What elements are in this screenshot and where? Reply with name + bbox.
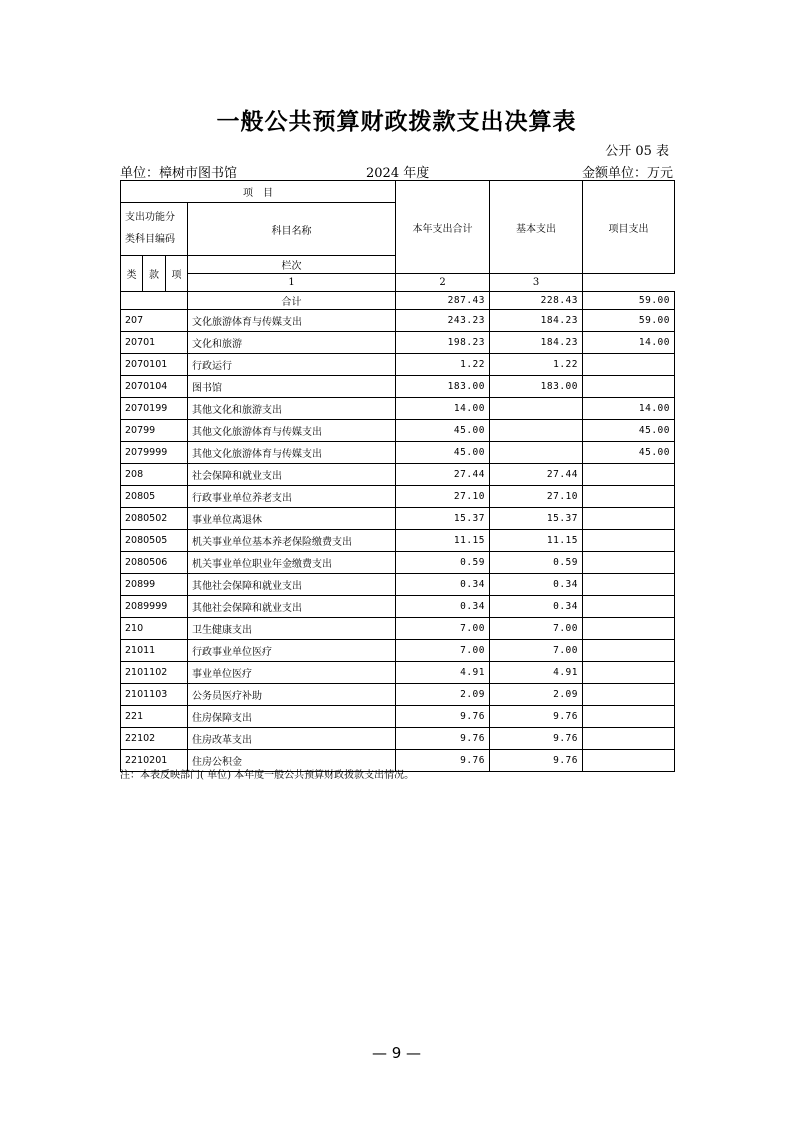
project-amount xyxy=(583,464,675,486)
total-amount: 27.10 xyxy=(396,486,490,508)
subject-name: 社会保障和就业支出 xyxy=(188,464,396,486)
project-amount xyxy=(583,728,675,750)
subject-code: 208 xyxy=(121,464,188,486)
subject-name: 住房改革支出 xyxy=(188,728,396,750)
subject-name: 文化和旅游 xyxy=(188,332,396,354)
total-project: 59.00 xyxy=(583,292,675,310)
column-number-3: 3 xyxy=(490,274,583,292)
project-amount xyxy=(583,662,675,684)
table-row xyxy=(121,464,675,486)
basic-amount: 0.34 xyxy=(490,596,583,618)
subject-name: 事业单位离退休 xyxy=(188,508,396,530)
total-amount: 4.91 xyxy=(396,662,490,684)
table-row xyxy=(121,376,675,398)
header-kuan: 款 xyxy=(143,256,166,292)
subject-name: 其他文化和旅游支出 xyxy=(188,398,396,420)
project-amount: 14.00 xyxy=(583,398,675,420)
project-amount xyxy=(583,596,675,618)
table-row xyxy=(121,728,675,750)
basic-amount: 0.34 xyxy=(490,574,583,596)
basic-amount xyxy=(490,442,583,464)
subject-name: 公务员医疗补助 xyxy=(188,684,396,706)
subject-code: 221 xyxy=(121,706,188,728)
table-row xyxy=(121,332,675,354)
subject-code: 2101103 xyxy=(121,684,188,706)
table-row xyxy=(121,530,675,552)
header-name: 科目名称 xyxy=(188,203,396,256)
project-amount xyxy=(583,486,675,508)
subject-name: 住房公积金 xyxy=(188,750,396,772)
expenditure-table xyxy=(120,180,675,772)
subject-name: 其他文化旅游体育与传媒支出 xyxy=(188,442,396,464)
total-amount: 14.00 xyxy=(396,398,490,420)
total-amount: 198.23 xyxy=(396,332,490,354)
project-amount xyxy=(583,530,675,552)
subject-code: 207 xyxy=(121,310,188,332)
header-basic: 基本支出 xyxy=(490,181,583,274)
basic-amount: 1.22 xyxy=(490,354,583,376)
total-amount: 0.34 xyxy=(396,596,490,618)
project-amount xyxy=(583,508,675,530)
table-row xyxy=(121,354,675,376)
table-row xyxy=(121,508,675,530)
project-amount xyxy=(583,684,675,706)
total-amount: 243.23 xyxy=(396,310,490,332)
total-label: 合计 xyxy=(188,292,396,310)
basic-amount xyxy=(490,398,583,420)
project-amount xyxy=(583,750,675,772)
subject-name: 行政事业单位养老支出 xyxy=(188,486,396,508)
header-lei: 类 xyxy=(121,256,143,292)
basic-amount xyxy=(490,420,583,442)
table-row xyxy=(121,574,675,596)
subject-code: 2070101 xyxy=(121,354,188,376)
subject-name: 其他社会保障和就业支出 xyxy=(188,596,396,618)
header-lanci: 栏次 xyxy=(188,256,396,274)
year-label: 2024 年度 xyxy=(366,166,430,181)
basic-amount: 7.00 xyxy=(490,640,583,662)
total-amount: 11.15 xyxy=(396,530,490,552)
project-amount: 45.00 xyxy=(583,420,675,442)
basic-amount: 11.15 xyxy=(490,530,583,552)
project-amount xyxy=(583,574,675,596)
basic-amount: 9.76 xyxy=(490,728,583,750)
subject-code: 2080506 xyxy=(121,552,188,574)
total-amount: 45.00 xyxy=(396,420,490,442)
basic-amount: 2.09 xyxy=(490,684,583,706)
subject-name: 事业单位医疗 xyxy=(188,662,396,684)
subject-code: 2070104 xyxy=(121,376,188,398)
subject-code: 20899 xyxy=(121,574,188,596)
project-amount: 59.00 xyxy=(583,310,675,332)
subject-name: 机关事业单位基本养老保险缴费支出 xyxy=(188,530,396,552)
table-row xyxy=(121,618,675,640)
basic-amount: 184.23 xyxy=(490,310,583,332)
table-row xyxy=(121,552,675,574)
subject-code: 2070199 xyxy=(121,398,188,420)
project-amount xyxy=(583,640,675,662)
table-row xyxy=(121,310,675,332)
subject-code: 2080505 xyxy=(121,530,188,552)
subject-code: 210 xyxy=(121,618,188,640)
subject-name: 行政运行 xyxy=(188,354,396,376)
total-amount: 9.76 xyxy=(396,706,490,728)
subject-code: 2079999 xyxy=(121,442,188,464)
table-note: 注：本表反映部门( 单位) 本年度一般公共预算财政拨款支出情况。 xyxy=(120,770,415,781)
table-row xyxy=(121,640,675,662)
subject-name: 其他文化旅游体育与传媒支出 xyxy=(188,420,396,442)
project-amount xyxy=(583,618,675,640)
subject-code: 20701 xyxy=(121,332,188,354)
basic-amount: 0.59 xyxy=(490,552,583,574)
total-amount: 7.00 xyxy=(396,640,490,662)
project-amount xyxy=(583,706,675,728)
subject-name: 其他社会保障和就业支出 xyxy=(188,574,396,596)
header-xiang: 项 xyxy=(166,256,188,292)
header-total: 本年支出合计 xyxy=(396,181,490,274)
table-row xyxy=(121,486,675,508)
header-code: 支出功能分类科目编码 xyxy=(121,203,188,256)
header-item: 项 目 xyxy=(121,181,396,203)
total-amount: 183.00 xyxy=(396,376,490,398)
table-row xyxy=(121,684,675,706)
basic-amount: 4.91 xyxy=(490,662,583,684)
subject-code: 21011 xyxy=(121,640,188,662)
table-row xyxy=(121,662,675,684)
total-amount: 9.76 xyxy=(396,750,490,772)
total-amount: 1.22 xyxy=(396,354,490,376)
subject-code: 2089999 xyxy=(121,596,188,618)
amount-unit-label: 金额单位：万元 xyxy=(581,166,673,181)
project-amount xyxy=(583,354,675,376)
project-amount: 45.00 xyxy=(583,442,675,464)
total-amount: 0.59 xyxy=(396,552,490,574)
table-row xyxy=(121,596,675,618)
total-amount: 0.34 xyxy=(396,574,490,596)
subject-name: 机关事业单位职业年金缴费支出 xyxy=(188,552,396,574)
unit-label: 单位：樟树市图书馆 xyxy=(120,166,238,181)
column-number-2: 2 xyxy=(396,274,490,292)
form-number: 公开 05 表 xyxy=(605,144,669,159)
total-amount: 2.09 xyxy=(396,684,490,706)
table-row xyxy=(121,442,675,464)
table-row xyxy=(121,420,675,442)
project-amount xyxy=(583,552,675,574)
total-amount: 9.76 xyxy=(396,728,490,750)
total-amount: 27.44 xyxy=(396,464,490,486)
total-row xyxy=(121,292,675,310)
header-project: 项目支出 xyxy=(583,181,675,274)
table-row xyxy=(121,398,675,420)
basic-amount: 27.10 xyxy=(490,486,583,508)
subject-code: 20805 xyxy=(121,486,188,508)
page-number: — 9 — xyxy=(371,1044,422,1062)
subject-code: 20799 xyxy=(121,420,188,442)
project-amount: 14.00 xyxy=(583,332,675,354)
table-meta xyxy=(120,162,673,180)
column-number-1: 1 xyxy=(188,274,396,292)
subject-name: 住房保障支出 xyxy=(188,706,396,728)
project-amount xyxy=(583,376,675,398)
subject-name: 卫生健康支出 xyxy=(188,618,396,640)
subject-name: 图书馆 xyxy=(188,376,396,398)
page-title: 一般公共预算财政拨款支出决算表 xyxy=(216,109,577,135)
basic-amount: 184.23 xyxy=(490,332,583,354)
basic-amount: 7.00 xyxy=(490,618,583,640)
subject-code: 2101102 xyxy=(121,662,188,684)
total-amount: 7.00 xyxy=(396,618,490,640)
data-rows xyxy=(121,310,675,772)
basic-amount: 9.76 xyxy=(490,750,583,772)
subject-name: 行政事业单位医疗 xyxy=(188,640,396,662)
basic-amount: 27.44 xyxy=(490,464,583,486)
total-amount: 15.37 xyxy=(396,508,490,530)
subject-code: 22102 xyxy=(121,728,188,750)
table-row xyxy=(121,706,675,728)
basic-amount: 9.76 xyxy=(490,706,583,728)
subject-code: 2210201 xyxy=(121,750,188,772)
subject-name: 文化旅游体育与传媒支出 xyxy=(188,310,396,332)
total-amount: 45.00 xyxy=(396,442,490,464)
subject-code: 2080502 xyxy=(121,508,188,530)
total-amount: 287.43 xyxy=(396,292,490,310)
basic-amount: 183.00 xyxy=(490,376,583,398)
basic-amount: 15.37 xyxy=(490,508,583,530)
total-basic: 228.43 xyxy=(490,292,583,310)
